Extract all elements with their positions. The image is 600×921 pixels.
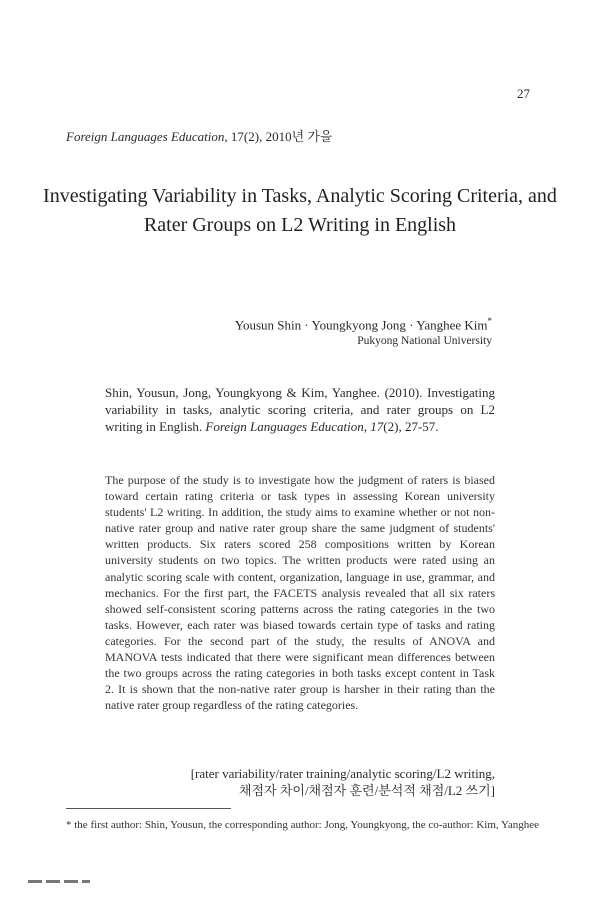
citation-text: Shin, Yousun, Jong, Youngkyong & Kim, Yanghee. (2010). Investigating variability in tasks, analytic scoring criteria, and rater groups on L2 writing in English.: [105, 385, 495, 434]
paper-title: Investigating Variability in Tasks, Analytic Scoring Criteria, and Rater Groups on L2 Writing in English: [43, 185, 557, 236]
author-names: Yousun Shin · Youngkyong Jong · Yanghee Kim: [234, 317, 488, 333]
keywords: [75, 765, 495, 799]
keywords-english: [rater variability/rater training/analytic scoring/L2 writing,: [190, 766, 495, 781]
citation-block: [105, 384, 495, 435]
journal-name: Foreign Languages Education,: [66, 129, 228, 144]
keywords-korean: 채점자 차이/채점자 훈련/분석적 채점/L2 쓰기]: [238, 783, 495, 798]
page-number: 27: [517, 86, 530, 101]
abstract: The purpose of the study is to investigate how the judgment of raters is biased toward certain rating criteria or task types in assessing Korean university students' L2 writing. In addition, the study aims to examine whether or not non-native rater group and native rater group share the same judgment of students' written products. Six raters scored 258 compositions written by Korean university students on two topics. The written products were rated using an analytic scoring scale with content, organization, language in use, grammar, and mechanics. For the first part, the FACETS analysis revealed that all six raters showed self-consistent scoring patterns across the rating categories in the two tasks. However, each rater was biased towards certain type of tasks and rating categories. For the second part of the study, the results of ANOVA and MANOVA tests indicated that there were significant mean differences between the two groups across the rating categories in both tasks except content in Task 2. It is shown that the non-native rater group is harsher in their rating than the native rater group regardless of the rating categories.: [105, 473, 495, 713]
citation-journal: Foreign Languages Education, 17: [205, 419, 384, 434]
footnote: * the first author: Shin, Yousun, the corresponding author: Jong, Youngkyong, the co-author: Kim, Yanghee: [66, 819, 539, 831]
journal-header: [66, 126, 333, 145]
scan-artifact-mark: [28, 880, 90, 883]
footnote-rule: [66, 808, 231, 809]
author-footnote-mark: *: [487, 316, 492, 326]
citation-pages: (2), 27-57.: [383, 419, 439, 434]
affiliation: Pukyong National University: [357, 335, 492, 347]
journal-issue: 17(2), 2010년 가을: [230, 129, 333, 144]
author-list: [235, 316, 492, 333]
